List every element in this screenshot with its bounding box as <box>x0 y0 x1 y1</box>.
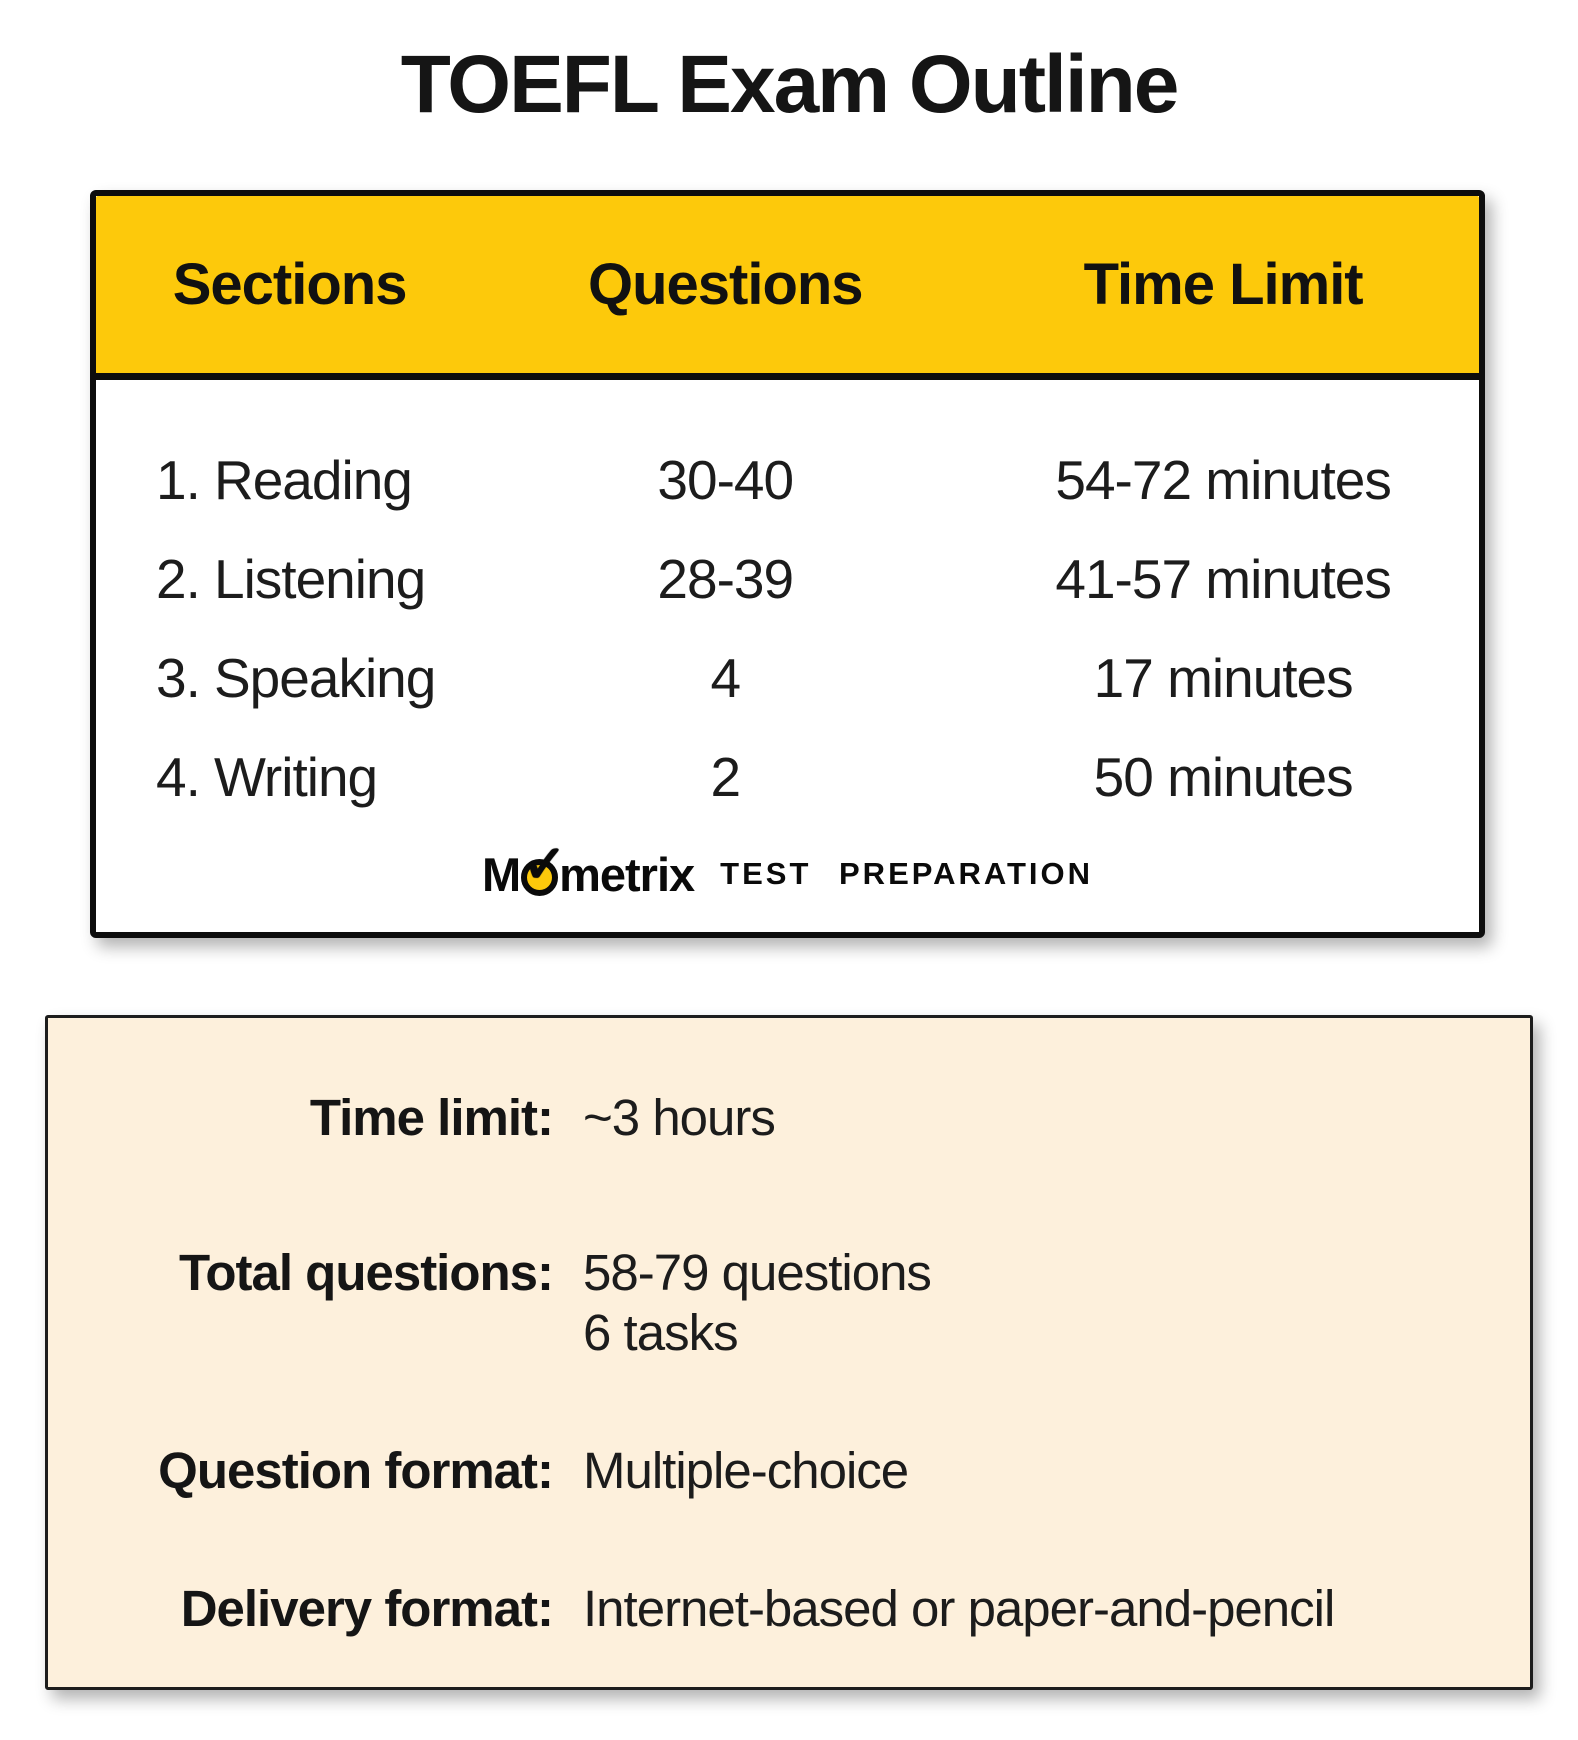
section-name: Writing <box>214 745 378 808</box>
table-header-row <box>96 196 1479 380</box>
row-number: 1. <box>156 448 200 511</box>
page-title: TOEFL Exam Outline <box>400 39 1178 130</box>
fact-value-line: 6 tasks <box>583 1304 738 1361</box>
fact-value-line: 58-79 questions <box>583 1244 931 1301</box>
mometrix-logo <box>96 835 1479 906</box>
section-cell <box>96 448 483 512</box>
fact-value <box>583 1243 1530 1363</box>
questions-cell: 30-40 <box>657 448 794 511</box>
logo-letter-m: M <box>481 847 521 901</box>
header-cell-questions: Questions <box>587 252 863 317</box>
fact-value-line: Internet-based or paper-and-pencil <box>583 1580 1335 1637</box>
table-row <box>96 529 1479 628</box>
header-cell-sections: Sections <box>172 252 407 317</box>
header-cell-time-limit: Time Limit <box>1083 252 1363 317</box>
logo-wordmark <box>481 835 695 902</box>
time-limit-cell: 54-72 minutes <box>1055 448 1391 511</box>
section-name: Listening <box>214 547 426 610</box>
fact-label: Total questions: <box>178 1244 553 1301</box>
table-row <box>96 727 1479 826</box>
fact-label: Question format: <box>158 1442 553 1499</box>
fact-value-line: Multiple-choice <box>583 1442 909 1499</box>
fact-row-total-questions <box>48 1243 1530 1363</box>
section-name: Speaking <box>214 646 436 709</box>
time-limit-cell: 41-57 minutes <box>1055 547 1391 610</box>
exam-facts-panel <box>45 1015 1533 1690</box>
fact-value <box>583 1441 1530 1501</box>
row-number: 3. <box>156 646 200 709</box>
logo-suffix: metrix <box>559 847 695 901</box>
fact-label: Time limit: <box>309 1089 553 1146</box>
questions-cell: 28-39 <box>657 547 794 610</box>
fact-label: Delivery format: <box>180 1580 553 1637</box>
section-name: Reading <box>214 448 412 511</box>
logo-tagline: TEST PREPARATION <box>720 856 1094 891</box>
section-cell <box>96 547 483 611</box>
exam-outline-table <box>90 190 1485 938</box>
fact-row-delivery-format <box>48 1579 1530 1639</box>
fact-row-time-limit <box>48 1088 1530 1148</box>
fact-value <box>583 1088 1530 1148</box>
time-limit-cell: 17 minutes <box>1093 646 1353 709</box>
logo-o-badge <box>521 835 566 896</box>
questions-cell: 2 <box>710 745 741 808</box>
table-row <box>96 430 1479 529</box>
section-cell <box>96 745 483 809</box>
section-cell <box>96 646 483 710</box>
questions-cell: 4 <box>710 646 741 709</box>
table-row <box>96 628 1479 727</box>
checkmark-icon: ✓ <box>523 835 566 894</box>
time-limit-cell: 50 minutes <box>1093 745 1353 808</box>
fact-value <box>583 1579 1530 1639</box>
row-number: 4. <box>156 745 200 808</box>
row-number: 2. <box>156 547 200 610</box>
table-body <box>96 380 1479 826</box>
fact-value-line: ~3 hours <box>583 1089 775 1146</box>
fact-row-question-format <box>48 1441 1530 1501</box>
